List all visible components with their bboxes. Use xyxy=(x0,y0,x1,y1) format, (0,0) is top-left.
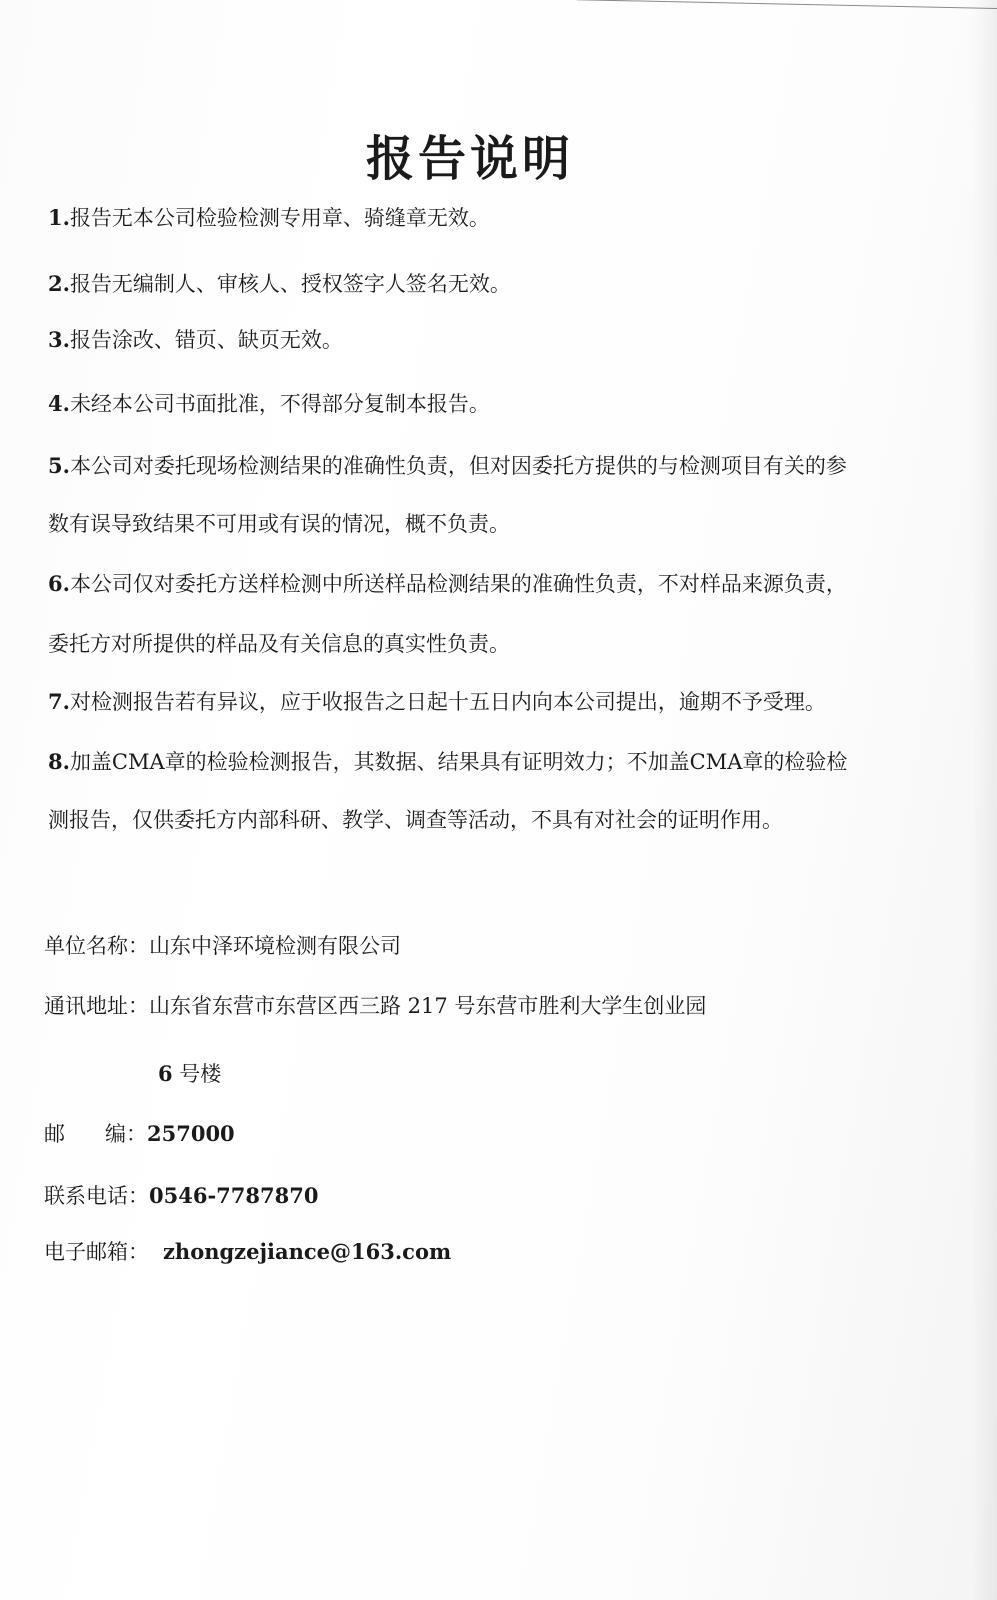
clause-4 xyxy=(48,388,888,418)
email-value: zhongzejiance@163.com xyxy=(163,1239,452,1264)
postcode-row xyxy=(44,1118,235,1148)
clause-5-continued xyxy=(48,508,888,538)
clause-text: 本公司仅对委托方送样检测中所送样品检测结果的准确性负责，不对样品来源负责， xyxy=(69,572,847,596)
clause-text: 测报告，仅供委托方内部科研、教学、调查等活动，不具有对社会的证明作用。 xyxy=(48,808,783,832)
phone-value: 0546-7787870 xyxy=(149,1183,319,1208)
address-line-1: 山东省东营市东营区西三路 217 号东营市胜利大学生创业园 xyxy=(149,994,707,1018)
clause-7 xyxy=(48,686,888,716)
email-row xyxy=(44,1236,451,1266)
postcode-label-part1: 邮 xyxy=(44,1122,65,1146)
address-line-2: 号楼 xyxy=(172,1062,222,1086)
address-row-continued xyxy=(158,1058,221,1088)
address-label: 通讯地址： xyxy=(44,994,149,1018)
clause-number: 6. xyxy=(48,571,70,596)
clause-text: 未经本公司书面批准，不得部分复制本报告。 xyxy=(69,392,490,416)
address-row xyxy=(44,990,706,1020)
page-shadow xyxy=(971,0,997,1600)
clause-5 xyxy=(48,450,888,480)
clause-text: 报告无本公司检验检测专用章、骑缝章无效。 xyxy=(69,206,490,230)
phone-row xyxy=(44,1180,318,1210)
clause-text: 对检测报告若有异议，应于收报告之日起十五日内向本公司提出，逾期不予受理。 xyxy=(69,690,826,714)
clause-number: 5. xyxy=(48,453,70,478)
clause-3 xyxy=(48,324,888,354)
page-title: 报告说明 xyxy=(365,131,574,187)
address-building-number: 6 xyxy=(158,1061,173,1086)
company-name-label: 单位名称： xyxy=(44,934,149,958)
clause-number: 2. xyxy=(48,271,70,296)
clause-8-continued xyxy=(48,804,888,834)
clause-number: 1. xyxy=(48,205,70,230)
clause-text: 委托方对所提供的样品及有关信息的真实性负责。 xyxy=(48,632,510,656)
clause-2 xyxy=(48,268,888,298)
clause-number: 4. xyxy=(48,391,70,416)
company-name-row xyxy=(44,930,401,960)
clause-text: 数有误导致结果不可用或有误的情况，概不负责。 xyxy=(48,512,510,536)
postcode-value: 257000 xyxy=(147,1121,235,1146)
clause-8 xyxy=(48,746,888,776)
clause-1 xyxy=(48,202,888,232)
email-label: 电子邮箱： xyxy=(44,1240,149,1264)
page-edge-line xyxy=(577,0,997,9)
postcode-label-part2: 编： xyxy=(105,1122,147,1146)
company-name: 山东中泽环境检测有限公司 xyxy=(149,934,401,958)
phone-label: 联系电话： xyxy=(44,1184,149,1208)
clause-6 xyxy=(48,568,888,598)
clause-text: 本公司对委托现场检测结果的准确性负责，但对因委托方提供的与检测项目有关的参 xyxy=(69,454,847,478)
clause-number: 3. xyxy=(48,327,70,352)
clause-text: 加盖CMA章的检验检测报告，其数据、结果具有证明效力；不加盖CMA章的检验检 xyxy=(69,750,848,774)
clause-text: 报告无编制人、审核人、授权签字人签名无效。 xyxy=(69,272,511,296)
clause-number: 8. xyxy=(48,749,70,774)
clause-6-continued xyxy=(48,628,888,658)
clause-number: 7. xyxy=(48,689,70,714)
clause-text: 报告涂改、错页、缺页无效。 xyxy=(69,328,343,352)
